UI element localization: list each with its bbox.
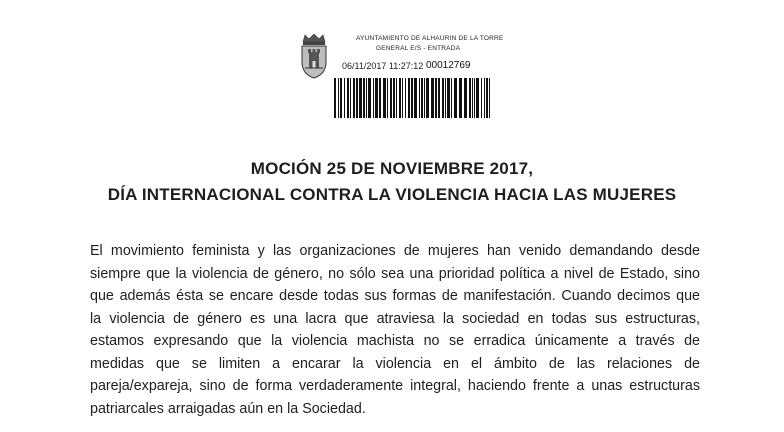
barcode-bar [347, 78, 349, 118]
barcode-bar [474, 78, 475, 118]
barcode-bar [393, 78, 395, 118]
registry-stamp [296, 30, 504, 122]
paragraph-line: patriarcales arraigadas aún en la Sociedad. [90, 400, 366, 417]
paragraph-line: estamos expresando que la violencia machista no se erradica únicamente a través de [90, 333, 700, 349]
barcode-bar [469, 78, 471, 118]
barcode-bar [411, 78, 413, 118]
barcode-bar [405, 78, 406, 118]
barcode-bar [426, 78, 429, 118]
barcode-bar [472, 78, 473, 118]
title-line-2: DÍA INTERNACIONAL CONTRA LA VIOLENCIA HACIA LAS MUJERES [107, 185, 677, 204]
municipal-coat-of-arms-icon [296, 32, 332, 80]
barcode-bar [408, 78, 410, 118]
stamp-organization: AYUNTAMIENTO DE ALHAURIN DE LA TORRE [356, 35, 504, 42]
barcode-bar [459, 78, 462, 118]
barcode-bar [464, 78, 467, 118]
barcode-bar [396, 78, 397, 118]
barcode-bar [350, 78, 351, 118]
barcode-bar [366, 78, 367, 118]
barcode-bar [402, 78, 403, 118]
barcode-bar [447, 78, 450, 118]
barcode-bar [353, 78, 355, 118]
barcode-bar [431, 78, 434, 118]
stamp-datetime: 06/11/2017 11:27:12 [342, 61, 424, 71]
barcode-bar [344, 78, 345, 118]
barcode-bar [368, 78, 371, 118]
document-title [0, 156, 784, 208]
barcode-bar [363, 78, 365, 118]
barcode-bar [373, 78, 374, 118]
barcode-bar [375, 78, 378, 118]
barcode-bar [340, 78, 342, 118]
barcode-bar [334, 78, 336, 118]
paragraph-line: medidas que se limiten a encarar la violencia en el ámbito de las relaciones de [90, 355, 700, 372]
barcode-bar [435, 78, 437, 118]
barcode-bar [424, 78, 425, 118]
paragraph-line: El movimiento feminista y las organizaciones de mujeres han venido demandando desde [90, 243, 700, 259]
barcode-bar [419, 78, 420, 118]
barcode-bar [442, 78, 444, 118]
barcode-bar [438, 78, 440, 118]
stamp-registry-number: 00012769 [426, 60, 471, 71]
barcode-bar [390, 78, 392, 118]
barcode-bar [383, 78, 386, 118]
paragraph-line: siempre que la violencia de género, no sólo sea una prioridad política a nivel de Estado, sino [90, 265, 700, 282]
paragraph-line: la violencia de género es una lacra que atraviesa la sociedad en todas sus estructuras, [90, 310, 700, 327]
title-line-1: MOCIÓN 25 DE NOVIEMBRE 2017, [250, 159, 534, 178]
barcode-bar [476, 78, 479, 118]
barcode-bar [356, 78, 358, 118]
barcode-bar [486, 78, 488, 118]
barcode-bar [399, 78, 401, 118]
barcode-bar [359, 78, 362, 118]
barcode-bar [421, 78, 423, 118]
barcode-bar [454, 78, 457, 118]
barcode-bar [387, 78, 388, 118]
stamp-department: GENERAL E/S - ENTRADA [376, 45, 461, 52]
paragraph-line: que además ésta se encare desde todas sus formas de manifestación. Cuando decimos que [90, 288, 700, 304]
barcode-bar [338, 78, 339, 118]
barcode-icon [334, 78, 490, 118]
barcode-bar [481, 78, 482, 118]
barcode-bar [445, 78, 446, 118]
barcode-bar [451, 78, 452, 118]
paragraph-line: pareja/expareja, sino de forma verdaderamente integral, haciendo frente a unas estructuras [90, 378, 700, 394]
barcode-bar [484, 78, 485, 118]
document-paragraph [90, 240, 700, 420]
barcode-bar [414, 78, 417, 118]
barcode-bar [489, 78, 490, 118]
barcode-bar [379, 78, 381, 118]
